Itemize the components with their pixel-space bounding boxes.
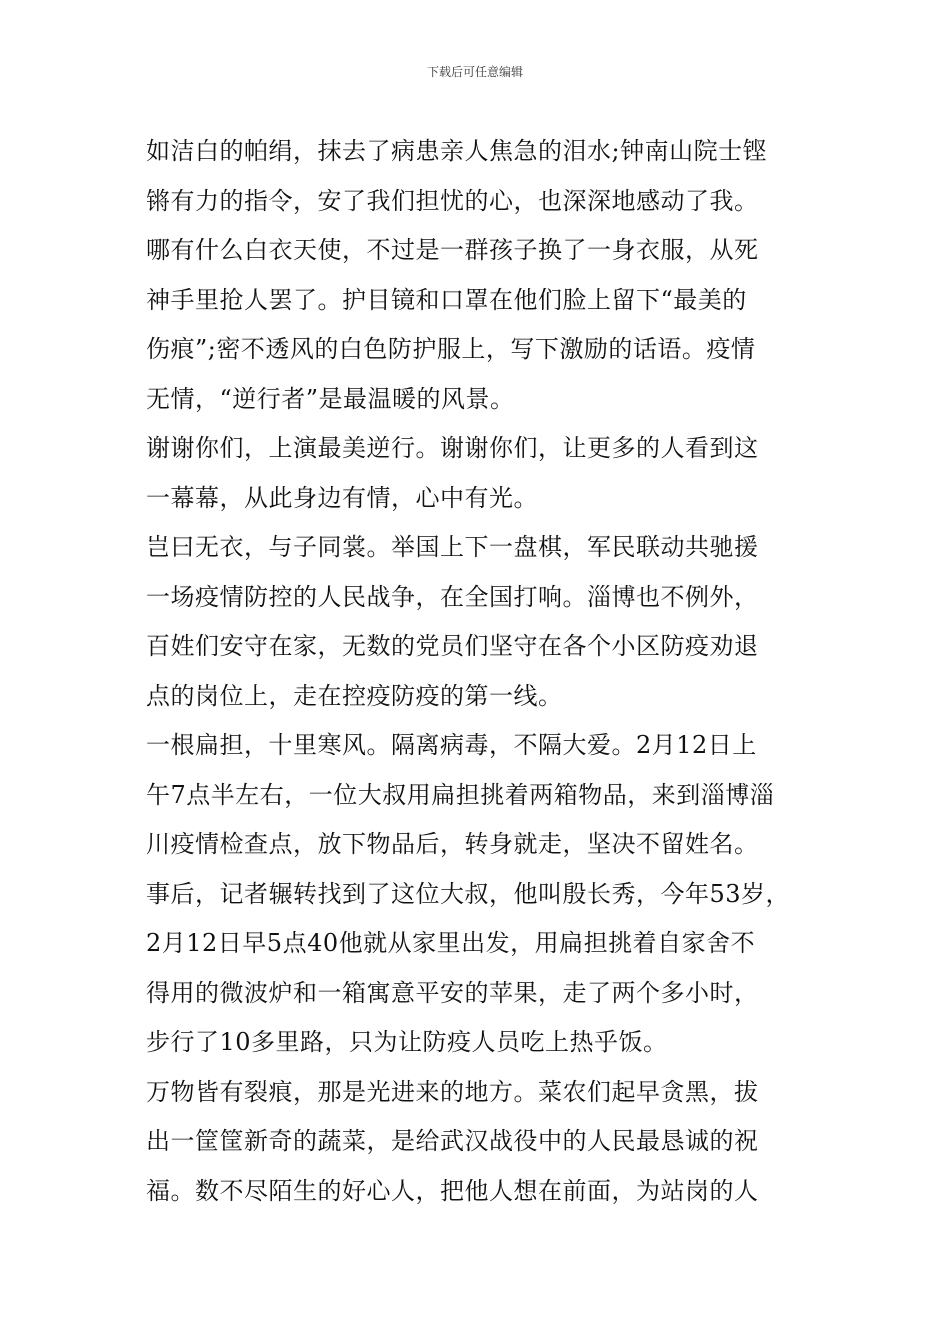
- text-line: 点的岗位上，走在控疫防疫的第一线。: [146, 681, 563, 710]
- text-line: 伤痕”;密不透风的白色防护服上，写下激励的话语。疫情: [146, 335, 756, 363]
- text-line: 无情，“逆行者”是最温暖的风景。: [146, 384, 515, 413]
- text-line: 锵有力的指令，安了我们担忧的心，也深深地感动了我。: [146, 186, 759, 215]
- text-line: 川疫情检查点，放下物品后，转身就走，坚决不留姓名。: [146, 830, 759, 858]
- page-header: 下载后可任意编辑: [426, 65, 523, 79]
- text-line: 岂曰无衣，与子同裳。举国上下一盘棋，军民联动共驰援: [146, 533, 759, 561]
- text-line: 2月12日早5点40他就从家里出发，用扁担挑着自家舍不: [146, 929, 756, 957]
- text-line: 得用的微波炉和一箱寓意平安的苹果，走了两个多小时，: [146, 978, 759, 1007]
- text-line: 谢谢你们，上演最美逆行。谢谢你们，让更多的人看到这: [146, 434, 759, 462]
- text-line: 一根扁担，十里寒风。隔离病毒，不隔大爱。2月12日上: [146, 731, 757, 759]
- text-line: 福。数不尽陌生的好心人，把他人想在前面，为站岗的人: [146, 1176, 759, 1205]
- text-line: 神手里抢人罢了。护目镜和口罩在他们脸上留下“最美的: [146, 285, 747, 314]
- text-line: 一幕幕，从此身边有情，心中有光。: [146, 483, 538, 512]
- document-body: [146, 127, 826, 1216]
- text-line: 出一筐筐新奇的蔬菜，是给武汉战役中的人民最恳诚的祝: [146, 1127, 759, 1155]
- text-line: 百姓们安守在家，无数的党员们坚守在各个小区防疫劝退: [146, 632, 759, 660]
- text-line: 哪有什么白衣天使，不过是一群孩子换了一身衣服，从死: [146, 236, 759, 264]
- text-line: 午7点半左右，一位大叔用扁担挑着两箱物品，来到淄博淄: [146, 780, 775, 809]
- text-line: 一场疫情防控的人民战争，在全国打响。淄博也不例外，: [146, 582, 759, 611]
- text-line: 步行了10多里路，只为让防疫人员吃上热乎饭。: [146, 1028, 668, 1056]
- text-line: 万物皆有裂痕，那是光进来的地方。菜农们起早贪黑，拔: [146, 1077, 759, 1106]
- text-line: 事后，记者辗转找到了这位大叔，他叫殷长秀，今年53岁，: [146, 879, 791, 908]
- text-line: 如洁白的帕绢，抹去了病患亲人焦急的泪水;钟南山院士铿: [146, 137, 768, 165]
